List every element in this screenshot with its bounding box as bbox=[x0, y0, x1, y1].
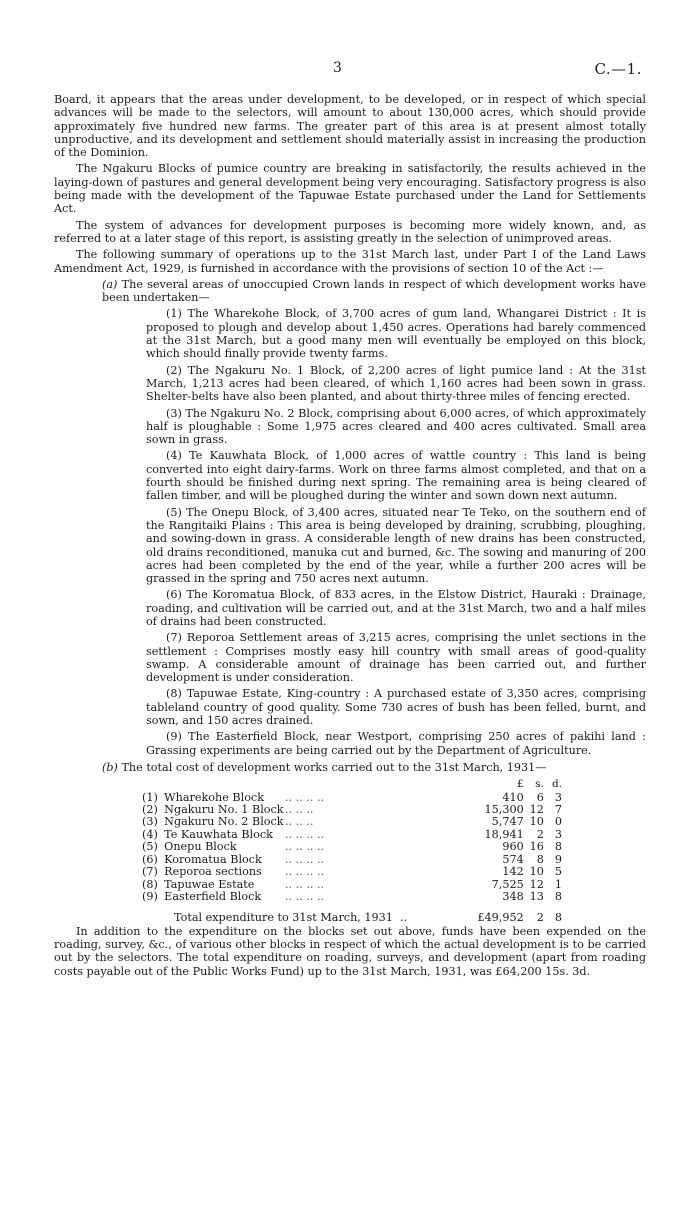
row-name: Wharekohe Block bbox=[164, 790, 264, 804]
row-pence: 3 bbox=[554, 827, 562, 841]
block-item: (5) The Onepu Block, of 3,400 acres, situated near Te Teko, on the southern end of the Rangitaiki Plains : This area is being developed by draining, scrubbing, ploughing, and sowing-down in grass. A considerable length of new drains has been constructed, old drains reconditioned, manuka cut and burned, &c. The sowing and manuring of 200 acres had been completed by the end of the year, while a further 200 acres will be grassed in the spring and 750 acres next autumn. bbox=[146, 505, 646, 586]
paragraph-2: The Ngakuru Blocks of pumice country are breaking in satisfactorily, the results achieved in the laying-down of pastures and general development being very encouraging. Satisfactory progress is also being made with the development of the Tapuwae Estate purchased under the Land for Settlements Act. bbox=[54, 162, 646, 216]
row-pounds: 348 bbox=[502, 889, 524, 903]
section-b-intro bbox=[102, 761, 646, 774]
paragraph-3: The system of advances for development purposes is becoming more widely known, and, as referred to at a later stage of this report, is assisting greatly in the selection of unimproved areas. bbox=[54, 218, 646, 245]
block-item: (7) Reporoa Settlement areas of 3,215 acres, comprising the unlet sections in the settlement : Comprises mostly easy hill country with small areas of good-quality swamp. A considerable amount of drainage has been carried out, and further development is under consideration. bbox=[146, 631, 646, 685]
block-item: (4) Te Kauwhata Block, of 1,000 acres of wattle country : This land is being converted into eight dairy-farms. Work on three farms almost completed, and that on a fourth should be finished during next spring. The remaining area is being cleared of fallen timber, and will be ploughed during the winter and sown down next autumn. bbox=[146, 449, 646, 503]
block-item: (9) The Easterfield Block, near Westport, comprising 250 acres of pakihi land : Grassing experiments are being carried out by the Department of Agriculture. bbox=[146, 730, 646, 757]
pence-header: d. bbox=[551, 778, 562, 791]
block-item: (8) Tapuwae Estate, King-country : A purchased estate of 3,350 acres, comprising tableland country of good quality. Some 730 acres of bush has been felled, burnt, and sown, and 150 acres drained. bbox=[146, 687, 646, 728]
row-pence: 1 bbox=[554, 877, 562, 891]
row-pence: 0 bbox=[554, 815, 562, 829]
row-pounds: 142 bbox=[502, 865, 524, 879]
pounds-header: £ bbox=[517, 778, 524, 791]
section-b-label: (b) bbox=[102, 760, 118, 774]
row-leader: .. .. .. .. bbox=[285, 877, 325, 891]
row-shillings: 13 bbox=[529, 889, 544, 903]
row-pence: 3 bbox=[554, 790, 562, 804]
row-pounds: 18,941 bbox=[484, 827, 524, 841]
block-item: (1) The Wharekohe Block, of 3,700 acres of gum land, Whangarei District : It is proposed to plough and develop about 1,450 acres. Operations had barely commenced at the 31st March, but a good many men will eventually be employed on this block, which should finally provide twenty farms. bbox=[146, 307, 646, 361]
row-name: Ngakuru No. 2 Block bbox=[164, 815, 284, 829]
row-pence: 7 bbox=[554, 803, 562, 817]
shillings-header: s. bbox=[535, 778, 544, 791]
row-shillings: 12 bbox=[529, 803, 544, 817]
section-b-text: The total cost of development works carried out to the 31st March, 1931— bbox=[121, 760, 547, 774]
body-text bbox=[54, 93, 646, 981]
row-name: Easterfield Block bbox=[164, 889, 262, 903]
total-label-text: Total expenditure to 31st March, 1931 bbox=[174, 911, 393, 925]
row-pounds: 410 bbox=[502, 790, 524, 804]
row-leader: .. .. .. .. bbox=[285, 865, 325, 879]
document-reference: C.—1. bbox=[594, 60, 642, 78]
row-pounds: 7,525 bbox=[491, 877, 524, 891]
row-name: Onepu Block bbox=[164, 840, 237, 854]
row-number: (5) bbox=[142, 840, 158, 854]
row-leader: .. .. .. bbox=[285, 815, 314, 829]
row-pounds: 960 bbox=[502, 840, 524, 854]
row-leader: .. .. .. bbox=[285, 803, 314, 817]
section-a-label: (a) bbox=[102, 277, 118, 291]
row-name: Ngakuru No. 1 Block bbox=[164, 803, 284, 817]
row-shillings: 10 bbox=[529, 815, 544, 829]
table-row bbox=[142, 841, 562, 853]
table-row bbox=[142, 891, 562, 903]
total-shillings: 2 bbox=[536, 911, 544, 925]
total-pounds: £49,952 bbox=[477, 911, 524, 925]
page-number: 3 bbox=[333, 60, 342, 76]
cost-table bbox=[142, 778, 562, 924]
row-leader: .. .. .. .. bbox=[285, 840, 325, 854]
row-shillings: 6 bbox=[536, 790, 544, 804]
row-name: Te Kauwhata Block bbox=[164, 827, 273, 841]
row-shillings: 16 bbox=[529, 840, 544, 854]
block-item: (6) The Koromatua Block, of 833 acres, in the Elstow District, Hauraki : Drainage, roading, and cultivation will be carried out, and at the 31st March, two and a half miles of drains had been constructed. bbox=[146, 588, 646, 628]
row-leader: .. .. .. .. bbox=[285, 852, 325, 866]
paragraph-1: Board, it appears that the areas under development, to be developed, or in respect of which special advances will be made to the selectors, will amount to about 130,000 acres, which should provide approximately five hundred new farms. The greater part of this area is at present almost totally unproductive, and its development and settlement should materially assist in increasing the production of the Dominion. bbox=[54, 93, 646, 160]
section-a-text: The several areas of unoccupied Crown lands in respect of which development works have been undertaken— bbox=[102, 277, 646, 305]
total-pence: 8 bbox=[554, 911, 562, 925]
section-a-intro bbox=[102, 278, 646, 305]
total-leader: .. bbox=[399, 911, 408, 925]
table-row bbox=[142, 816, 562, 828]
row-pence: 8 bbox=[554, 840, 562, 854]
row-shillings: 2 bbox=[536, 827, 544, 841]
paragraph-4: The following summary of operations up to the 31st March last, under Part I of the Land Laws Amendment Act, 1929, is furnished in accordance with the provisions of section 10 of the Act :— bbox=[54, 248, 646, 275]
row-name: Koromatua Block bbox=[164, 852, 262, 866]
row-pence: 8 bbox=[554, 889, 562, 903]
total-label bbox=[142, 903, 471, 924]
row-pence: 9 bbox=[554, 852, 562, 866]
block-item: (2) The Ngakuru No. 1 Block, of 2,200 acres of light pumice land : At the 31st March, 1,213 acres had been cleared, of which 1,160 acres had been sown in grass. Shelter-belts have also been planted, and about thirty-three miles of fencing erected. bbox=[146, 363, 646, 404]
table-header-row bbox=[142, 778, 562, 791]
row-pounds: 15,300 bbox=[484, 803, 524, 817]
row-number: (9) bbox=[142, 889, 158, 903]
row-name: Tapuwae Estate bbox=[164, 877, 255, 891]
total-row bbox=[142, 903, 562, 924]
row-shillings: 10 bbox=[529, 865, 544, 879]
row-number: (1) bbox=[142, 790, 158, 804]
page-header bbox=[0, 60, 700, 80]
table-row bbox=[142, 866, 562, 878]
row-shillings: 12 bbox=[529, 877, 544, 891]
row-number: (8) bbox=[142, 877, 158, 891]
row-number: (2) bbox=[142, 803, 158, 817]
block-item: (3) The Ngakuru No. 2 Block, comprising about 6,000 acres, of which approximately half is ploughable : Some 1,975 acres cleared and 400 acres cultivated. Small area sown in grass. bbox=[146, 406, 646, 447]
row-name: Reporoa sections bbox=[164, 865, 262, 879]
row-number: (3) bbox=[142, 815, 158, 829]
row-shillings: 8 bbox=[536, 852, 544, 866]
row-number: (7) bbox=[142, 865, 158, 879]
row-number: (6) bbox=[142, 852, 158, 866]
row-pounds: 5,747 bbox=[491, 815, 524, 829]
row-leader: .. .. .. .. bbox=[285, 889, 325, 903]
row-number: (4) bbox=[142, 827, 158, 841]
row-leader: .. .. .. .. bbox=[285, 827, 325, 841]
row-pounds: 574 bbox=[502, 852, 524, 866]
row-pence: 5 bbox=[554, 865, 562, 879]
row-leader: .. .. .. .. bbox=[285, 790, 325, 804]
closing-paragraph: In addition to the expenditure on the blocks set out above, funds have been expended on the roading, survey, &c., of various other blocks in respect of which the actual development is to be carried out by the selectors. The total expenditure on roading, surveys, and development (apart from roading costs payable out of the Public Works Fund) up to the 31st March, 1931, was £64,200 15s. 3d. bbox=[54, 924, 646, 978]
